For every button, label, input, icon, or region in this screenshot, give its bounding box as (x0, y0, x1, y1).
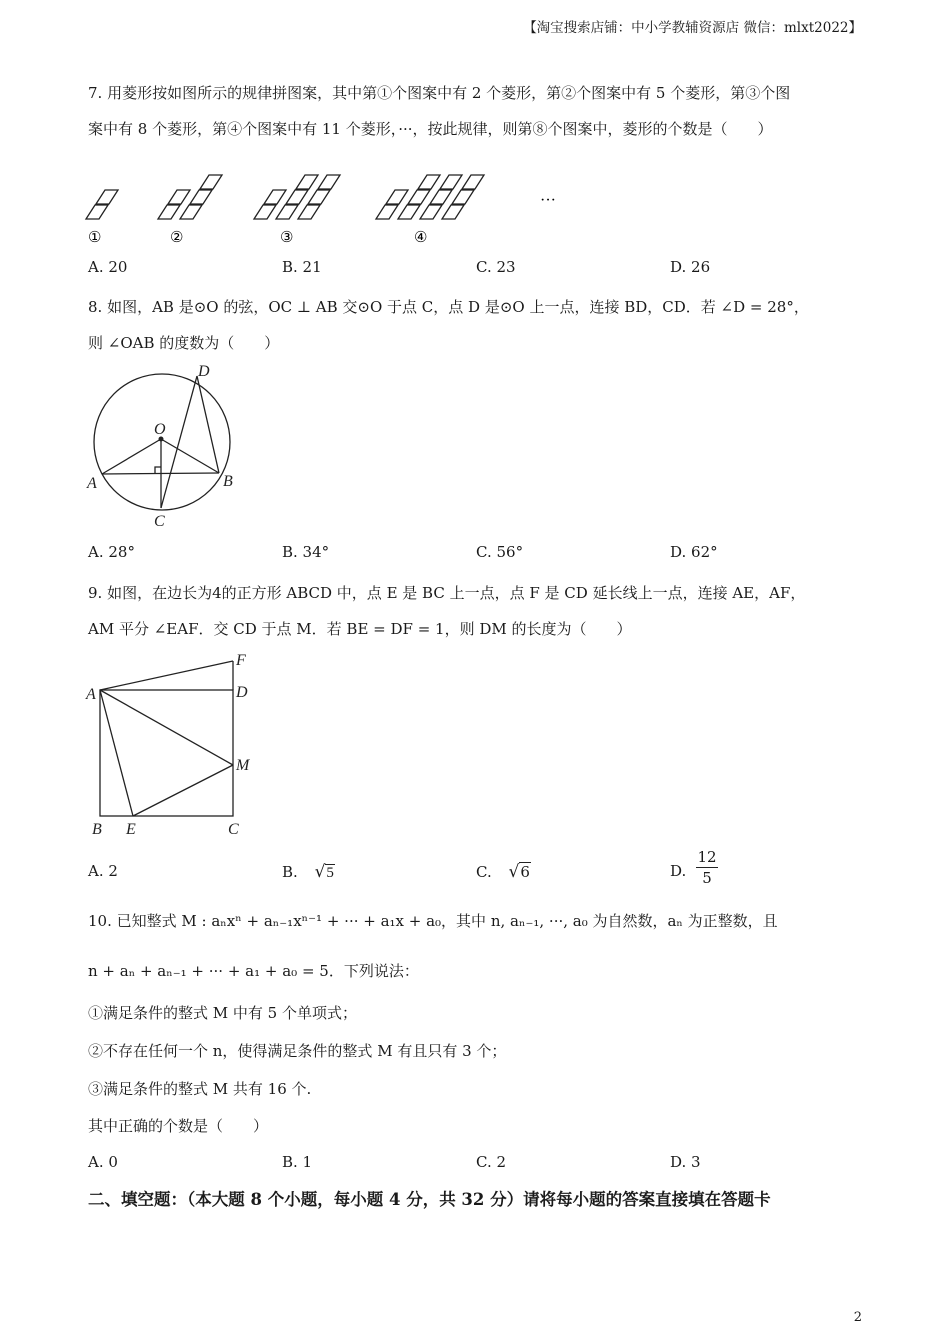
rhombus (296, 175, 318, 189)
rhombus (386, 190, 408, 204)
q9-label-c: C (228, 821, 239, 838)
q10-option-b[interactable]: B. 1 (282, 1153, 313, 1171)
q8-label-a: A (87, 475, 97, 492)
q7-option-d[interactable]: D. 26 (670, 258, 711, 276)
q9-option-d-fraction (696, 848, 718, 887)
rhombus (298, 205, 320, 219)
q9-label-b: B (92, 821, 102, 838)
segment-am (100, 690, 233, 765)
q9-option-a[interactable]: A. 2 (88, 862, 118, 880)
rhombus (86, 205, 108, 219)
square-abcd (100, 690, 233, 816)
q8-label-b: B (223, 473, 233, 490)
rhombus (180, 205, 202, 219)
header-watermark: 【淘宝搜索店铺：中小学教辅资源店 微信：mlxt2022】 (523, 20, 862, 36)
q10-statement-1: ①满足条件的整式 M 中有 5 个单项式； (88, 1004, 357, 1022)
q9-option-c-radical: √6 (508, 862, 530, 882)
rhombus (264, 190, 286, 204)
rhombus (430, 190, 452, 204)
q10-text-line2: n + aₙ + aₙ₋₁ + ··· + a₁ + a₀ = 5．下列说法： (88, 962, 419, 980)
q10-statement-2: ②不存在任何一个 n，使得满足条件的整式 M 有且只有 3 个； (88, 1042, 507, 1060)
q8-option-d[interactable]: D. 62° (670, 543, 718, 561)
q9-option-b-radical: √5 (314, 862, 334, 882)
q9-option-c-radicand: 6 (520, 863, 530, 881)
fraction-bar (696, 867, 718, 868)
q9-option-c-prefix: C. (476, 863, 492, 881)
rhombus (276, 205, 298, 219)
q7-option-a[interactable]: A. 20 (88, 258, 128, 276)
rhombus (376, 205, 398, 219)
q8-text-line2: 则 ∠OAB 的度数为（ ） (88, 334, 280, 352)
q9-label-m: M (236, 757, 250, 774)
rhombus (452, 190, 474, 204)
q7-ellipsis: ··· (540, 192, 556, 209)
q10-option-a[interactable]: A. 0 (88, 1153, 118, 1171)
rhombus (462, 175, 484, 189)
q8-circle-figure (80, 358, 250, 536)
rhombus (254, 205, 276, 219)
q8-option-b[interactable]: B. 34° (282, 543, 330, 561)
q8-option-c[interactable]: C. 56° (476, 543, 524, 561)
q9-square-figure (84, 645, 274, 840)
q8-label-o: O (154, 421, 166, 438)
q9-text-line1: 9. 如图，在边长为4的正方形 ABCD 中，点 E 是 BC 上一点，点 F 是 CD 延长线上一点，连接 AE，AF， (88, 584, 806, 602)
segment-af (100, 661, 233, 690)
rhombus (200, 175, 222, 189)
q9-option-c[interactable] (476, 862, 531, 882)
q8-option-a[interactable]: A. 28° (88, 543, 135, 561)
q7-text-line2: 案中有 8 个菱形，第④个图案中有 11 个菱形，···，按此规律，则第⑧个图案中，菱形的个数是（ ） (88, 120, 773, 138)
q8-label-c: C (154, 513, 165, 530)
q7-option-c[interactable]: C. 23 (476, 258, 516, 276)
q9-label-d: D (236, 684, 248, 701)
rhombus (408, 190, 430, 204)
q9-text-line2: AM 平分 ∠EAF．交 CD 于点 M．若 BE = DF = 1，则 DM 的长度为（ ） (88, 620, 632, 638)
segment-bd (197, 376, 219, 473)
q9-label-e: E (126, 821, 136, 838)
rhombus (168, 190, 190, 204)
q7-label-3: ③ (280, 230, 294, 246)
q7-label-1: ① (88, 230, 102, 246)
q9-option-d-numerator: 12 (697, 848, 717, 866)
rhombus (398, 205, 420, 219)
q10-option-d[interactable]: D. 3 (670, 1153, 701, 1171)
segment-ae (100, 690, 133, 816)
section2-title: 二、填空题：（本大题 8 个小题，每小题 4 分，共 32 分）请将每小题的答案直接填在答题卡 (88, 1190, 771, 1209)
q10-statement-3: ③满足条件的整式 M 共有 16 个. (88, 1080, 312, 1098)
q9-label-f: F (236, 652, 246, 669)
q7-label-2: ② (170, 230, 184, 246)
q10-option-c[interactable]: C. 2 (476, 1153, 507, 1171)
rhombus (96, 190, 118, 204)
rhombus (286, 190, 308, 204)
circle-o (94, 374, 230, 510)
rhombus (418, 175, 440, 189)
q7-label-4: ④ (414, 230, 428, 246)
q9-option-b-radicand: 5 (326, 865, 334, 881)
q8-label-d: D (198, 363, 210, 380)
rhombus (442, 205, 464, 219)
q9-option-d-prefix[interactable]: D. (670, 862, 687, 880)
page-number: 2 (853, 1310, 862, 1325)
rhombus (158, 205, 180, 219)
q7-text-line1: 7. 用菱形按如图所示的规律拼图案，其中第①个图案中有 2 个菱形，第②个图案中有 5 个菱形，第③个图 (88, 84, 791, 102)
q9-label-a: A (86, 686, 96, 703)
rhombus (190, 190, 212, 204)
rhombus (308, 190, 330, 204)
q7-option-b[interactable]: B. 21 (282, 258, 322, 276)
q9-option-b[interactable] (282, 862, 335, 882)
rhombus (318, 175, 340, 189)
q9-option-b-prefix: B. (282, 863, 298, 881)
segment-oa (102, 439, 161, 474)
q8-text-line1: 8. 如图，AB 是⊙O 的弦，OC ⊥ AB 交⊙O 于点 C，点 D 是⊙O 上一点，连接 BD，CD．若 ∠D = 28°， (88, 298, 809, 316)
q10-text-line1: 10. 已知整式 M : aₙxⁿ + aₙ₋₁xⁿ⁻¹ + ··· + a₁x + a₀，其中 n, aₙ₋₁, ···, a₀ 为自然数，aₙ 为正整数，且 (88, 912, 778, 930)
q9-option-d-denominator: 5 (702, 869, 712, 887)
segment-em (133, 765, 233, 816)
q10-question: 其中正确的个数是（ ） (88, 1117, 269, 1135)
right-angle-mark (155, 467, 161, 473)
q7-patterns (84, 145, 564, 255)
rhombus (420, 205, 442, 219)
segment-ob (161, 439, 219, 473)
rhombus (440, 175, 462, 189)
